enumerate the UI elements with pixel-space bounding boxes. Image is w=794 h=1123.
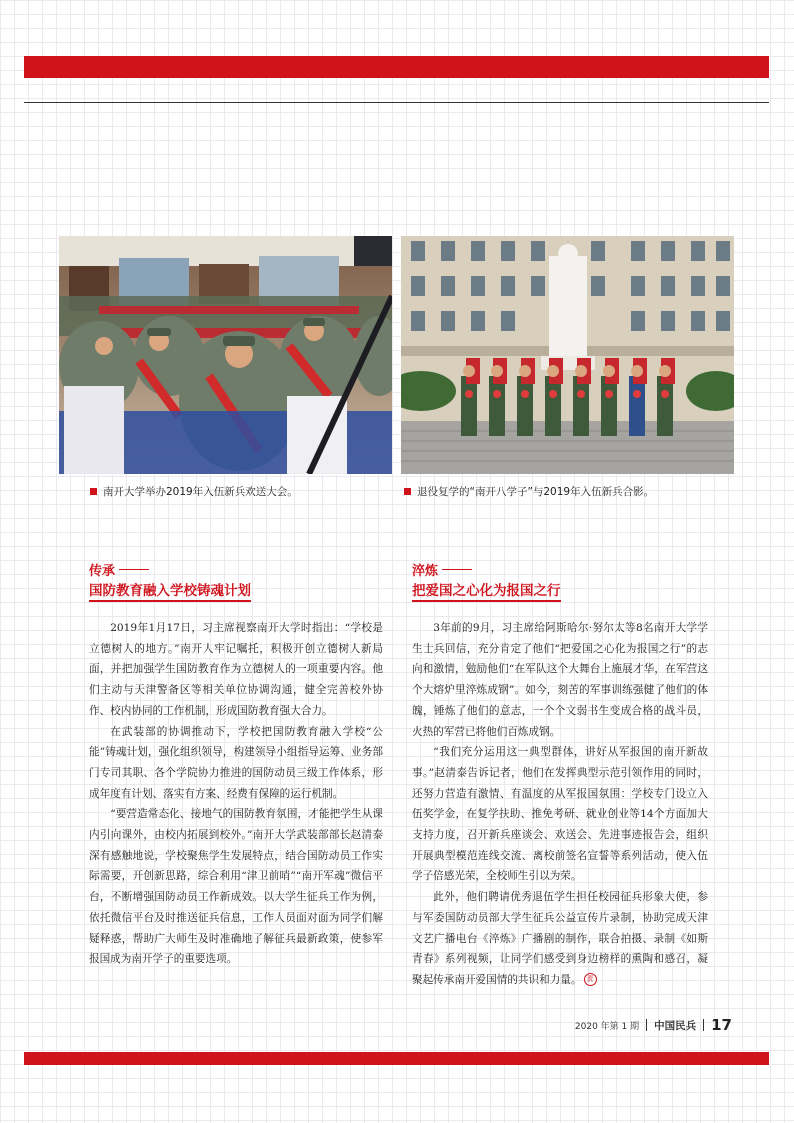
caption-bullet-icon xyxy=(90,488,97,495)
photo-send-off-ceremony xyxy=(59,236,392,474)
kicker-text: 传承 xyxy=(89,564,116,579)
group-portrait-image xyxy=(401,236,734,474)
article-column-right xyxy=(412,618,708,991)
photo-caption-left xyxy=(90,484,298,499)
magazine-name: 中国民兵 xyxy=(654,1019,697,1032)
end-mark-icon: 责 xyxy=(584,973,597,986)
page-footer xyxy=(575,1016,732,1034)
issue-label: 2020 年第 1 期 xyxy=(574,1021,640,1032)
section-kicker-right xyxy=(412,560,472,579)
footer-divider xyxy=(646,1019,647,1031)
kicker-dash xyxy=(119,569,149,571)
paragraph xyxy=(412,887,708,991)
paragraph: 在武装部的协调推动下，学校把国防教育融入学校“公能”铸魂计划，强化组织领导，构建领导小组指导运筹、业务部门专司其职、各个学院协力推进的国防动员三级工作体系，形成年度有计划、落实有方案、经费有保障的运行机制。 xyxy=(89,725,383,800)
paragraph: 2019年1月17日，习主席视察南开大学时指出：“学校是立德树人的地方。”南开人牢记嘱托，积极开创立德树人新局面，并把加强学生国防教育作为立德树人的一项重要内容。他们主动与天津警备区等相关单位协调沟通，健全完善校外协作、校内协同的工作机制，形成国防教育强大合力。 xyxy=(89,622,383,717)
paragraph: “我们充分运用这一典型群体，讲好从军报国的南开新故事。”赵清泰告诉记者，他们在发挥典型示范引领作用的同时，还努力营造有激情、有温度的从军报国氛围：学校专门设立入伍奖学金，在复学扶助、推免考研、就业创业等14个方面加大支持力度，召开新兵座谈会、欢送会、先进事迹报告会，组织开展典型模范连线交流、离校前签名宣誓等系列活动，使入伍学子倍感光荣，全校师生引以为荣。 xyxy=(412,746,708,883)
caption-text: 退役复学的“南开八学子”与2019年入伍新兵合影。 xyxy=(417,486,655,498)
article-column-left xyxy=(89,618,383,970)
section-kicker-left xyxy=(89,560,149,579)
send-off-ceremony-image xyxy=(59,236,392,474)
kicker-text: 淬炼 xyxy=(412,564,439,579)
kicker-dash xyxy=(442,569,472,571)
caption-text: 南开大学举办2019年入伍新兵欢送大会。 xyxy=(103,486,298,498)
header-rule xyxy=(24,102,769,103)
paragraph: 3年前的9月，习主席给阿斯哈尔·努尔太等8名南开大学学生士兵回信，充分肯定了他们“把爱国之心化为报国之行”的志向和激情，勉励他们“在军队这个大舞台上施展才华，在军营这个大熔炉里淬炼成钢”。如今，刻苦的军事训练强健了他们的体魄，锤炼了他们的意志，一个个文弱书生变成合格的战斗员，火热的军营已将他们百炼成钢。 xyxy=(412,622,708,738)
paragraph-text: 此外，他们聘请优秀退伍学生担任校园征兵形象大使，参与军委国防动员部大学生征兵公益宣传片录制，协助完成天津文艺广播电台《淬炼》广播剧的制作，联合拍摄、录制《如斯青春》系列视频，让同学们感受到身边榜样的熏陶和感召，凝聚起传承南开爱国情的共识和力量。 xyxy=(412,891,708,986)
section-title-right: 把爱国之心化为报国之行 xyxy=(412,579,561,602)
paragraph: “要营造常态化、接地气的国防教育氛围，才能把学生从课内引向课外，由校内拓展到校外。”南开大学武装部部长赵清泰深有感触地说，学校聚焦学生发展特点，结合国防动员工作实际需要，开创新思路，综合利用“津卫前哨”“南开军魂”微信平台，不断增强国防动员工作新成效。以大学生征兵工作为例，依托微信平台及时推送征兵信息，工作人员面对面为同学们解疑释惑，帮助广大师生及时准确地了解征兵最新政策，使参军报国成为南开学子的重要选项。 xyxy=(89,808,383,966)
photo-caption-right xyxy=(404,484,654,499)
caption-bullet-icon xyxy=(404,488,411,495)
footer-color-band xyxy=(24,1052,769,1065)
section-title-left: 国防教育融入学校铸魂计划 xyxy=(89,579,251,602)
header-color-band xyxy=(24,56,769,78)
page-number: 17 xyxy=(711,1016,732,1034)
footer-divider xyxy=(703,1019,704,1031)
photo-group-portrait xyxy=(401,236,734,474)
